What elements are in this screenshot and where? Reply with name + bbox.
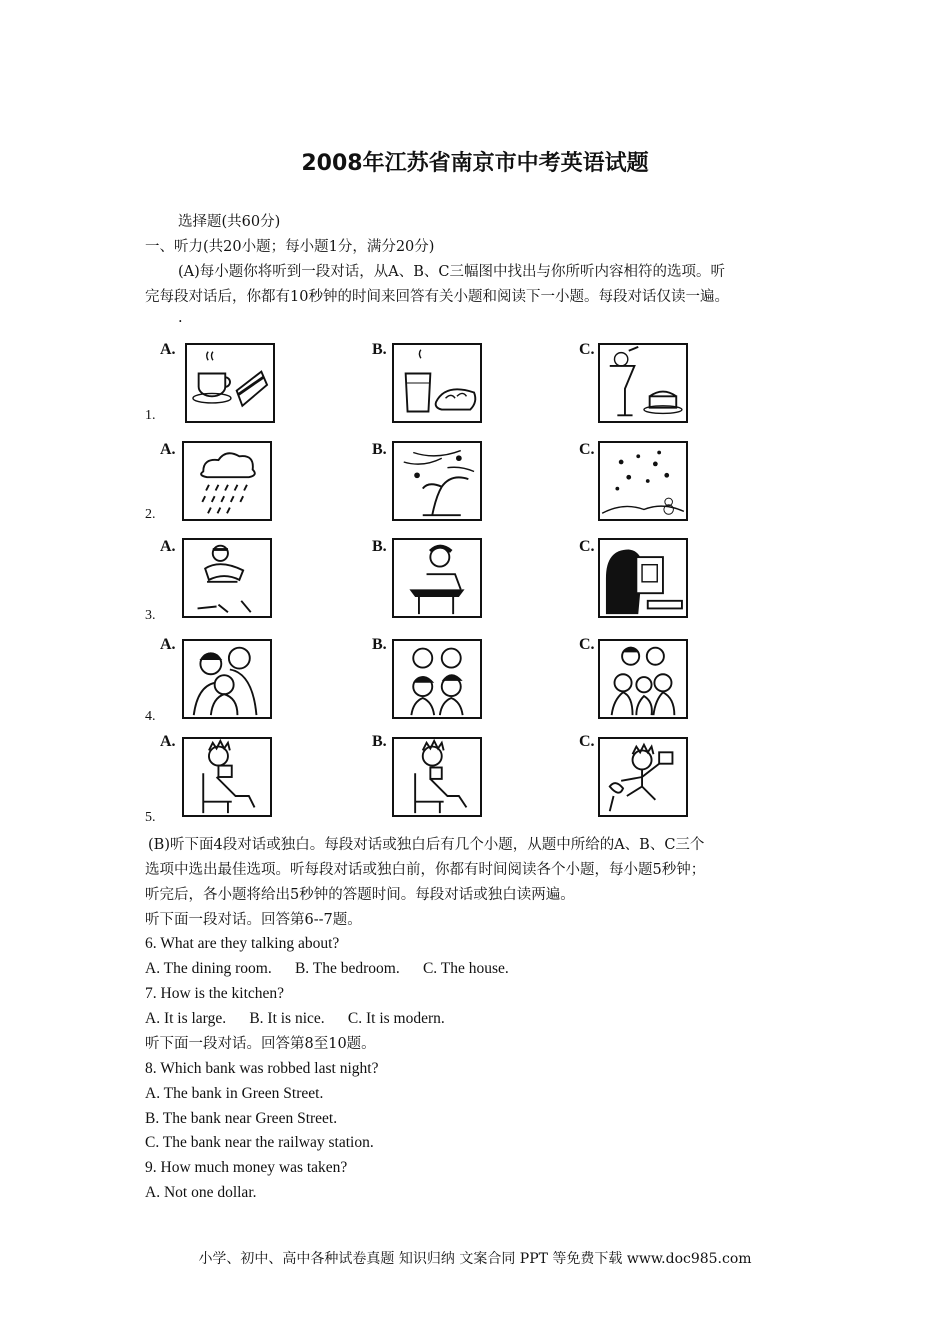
question-6-options: A. The dining room. B. The bedroom. C. The house. <box>145 960 509 977</box>
partA-dot: . <box>178 310 183 326</box>
option-label: A. <box>160 538 176 555</box>
boy-reading-icon <box>182 538 272 618</box>
question-8: 8. Which bank was robbed last night? <box>145 1060 379 1077</box>
option-label: C. <box>579 441 595 458</box>
question-6: 6. What are they talking about? <box>145 935 340 952</box>
family-three-icon <box>182 639 272 719</box>
part1-header: 一、听力(共20小题；每小题1分，满分20分) <box>145 239 435 255</box>
milk-bread-icon <box>392 343 482 423</box>
snow-icon <box>598 441 688 521</box>
option-label: B. <box>372 441 387 458</box>
drink-cake-icon <box>598 343 688 423</box>
question-9-option-a: A. Not one dollar. <box>145 1184 257 1201</box>
option-label: A. <box>160 733 176 750</box>
question-number: 2. <box>145 507 156 522</box>
question-7-options: A. It is large. B. It is nice. C. It is modern. <box>145 1010 445 1027</box>
question-number: 4. <box>145 709 156 724</box>
question-8-option-a: A. The bank in Green Street. <box>145 1085 324 1102</box>
option-label: A. <box>160 441 176 458</box>
boy-dancing-icon <box>598 737 688 817</box>
option-label: C. <box>579 733 595 750</box>
option-label: B. <box>372 538 387 555</box>
partB-instruction-2: 选项中选出最佳选项。听每段对话或独白前，你都有时间阅读各个小题，每小题5秒钟； <box>145 862 706 878</box>
option-label: B. <box>372 733 387 750</box>
dialog-1-intro: 听下面一段对话。回答第6--7题。 <box>145 912 362 928</box>
option-label: A. <box>160 636 176 653</box>
girl-computer-icon <box>598 538 688 618</box>
dialog-2-intro: 听下面一段对话。回答第8至10题。 <box>145 1036 376 1052</box>
question-9: 9. How much money was taken? <box>145 1159 348 1176</box>
boy-chair-book-icon <box>182 737 272 817</box>
partB-instruction-1: (B)听下面4段对话或独白。每段对话或独白后有几个小题，从题中所给的A、B、C三个 <box>148 837 705 853</box>
family-five-icon <box>598 639 688 719</box>
row-1-spacer <box>185 343 275 423</box>
page-footer: 小学、初中、高中各种试卷真题 知识归纳 文案合同 PPT 等免费下载 www.doc985.com <box>198 1251 752 1267</box>
partB-instruction-3: 听完后，各小题将给出5秒钟的答题时间。每段对话或独白读两遍。 <box>145 887 575 903</box>
rain-cloud-icon <box>182 441 272 521</box>
family-four-icon <box>392 639 482 719</box>
question-7: 7. How is the kitchen? <box>145 985 285 1002</box>
option-label: C. <box>579 538 595 555</box>
partA-instruction-2: 完每段对话后，你都有10秒钟的时间来回答有关小题和阅读下一小题。每段对话仅读一遍。 <box>145 289 729 305</box>
question-number: 3. <box>145 608 156 623</box>
option-label: B. <box>372 341 387 358</box>
question-number: 5. <box>145 810 156 825</box>
option-label: B. <box>372 636 387 653</box>
boy-chair-reading-icon <box>392 737 482 817</box>
option-label: A. <box>160 341 176 358</box>
option-label: C. <box>579 341 595 358</box>
boy-at-desk-icon <box>392 538 482 618</box>
question-8-option-c: C. The bank near the railway station. <box>145 1134 374 1151</box>
page-title: 2008年江苏省南京市中考英语试题 <box>301 151 649 176</box>
partA-instruction-1: (A)每小题你将听到一段对话，从A、B、C三幅图中找出与你所听内容相符的选项。听 <box>178 264 726 280</box>
section-header: 选择题(共60分) <box>178 214 281 230</box>
question-8-option-b: B. The bank near Green Street. <box>145 1110 338 1127</box>
windy-tree-icon <box>392 441 482 521</box>
question-number: 1. <box>145 408 156 423</box>
option-label: C. <box>579 636 595 653</box>
